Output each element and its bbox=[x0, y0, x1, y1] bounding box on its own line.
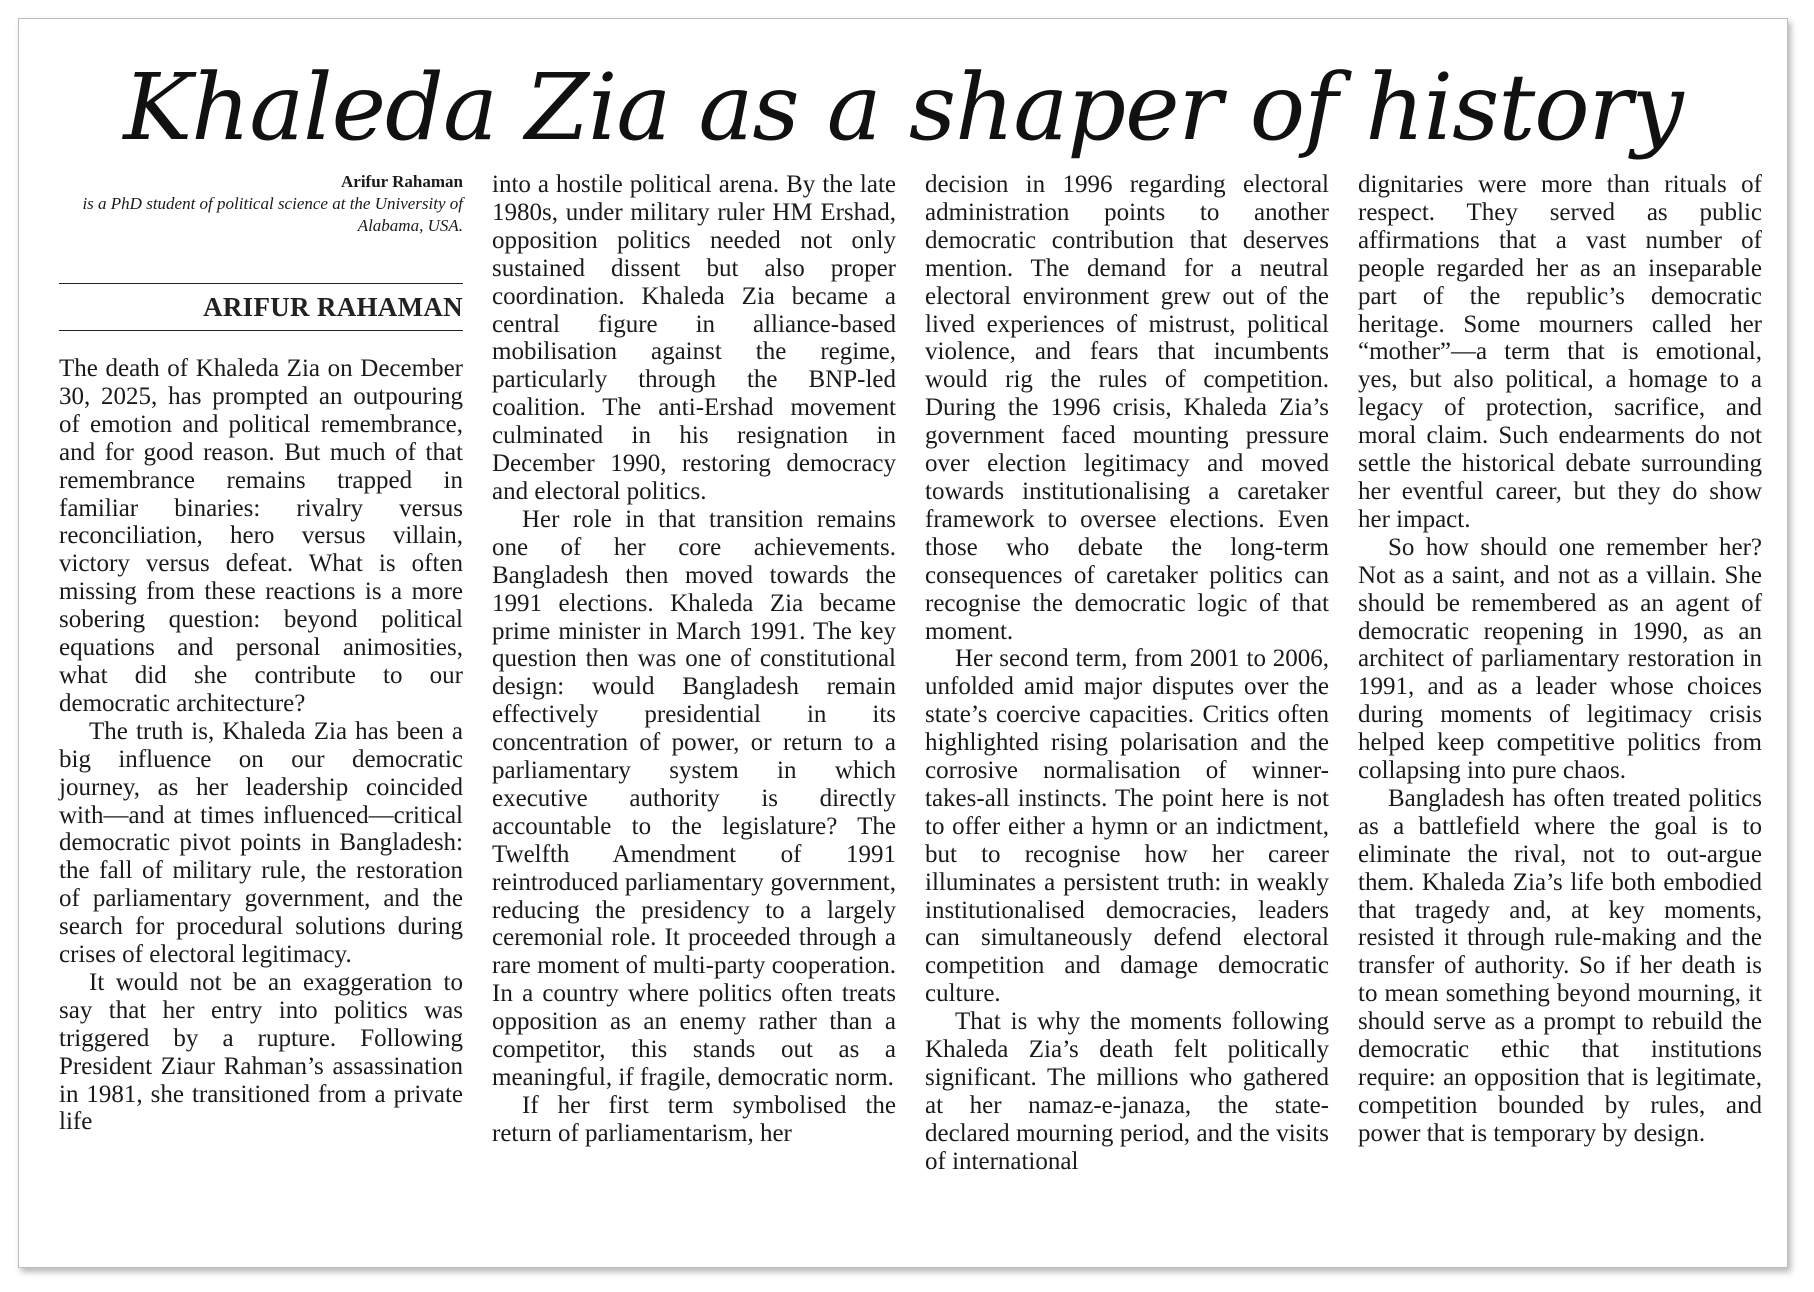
article-column-1 bbox=[59, 171, 463, 1136]
paragraph: Her role in that transition remains one of her core achievements. Bangladesh then moved towards the 1991 elections. Khaleda Zia became prime minister in March 1991. The key question then was one of constitutional design: would Bangladesh remain effectively presidential in its concentration of power, or return to a parliamentary system in which executive authority is directly accountable to the legislature? The Twelfth Amendment of 1991 reintroduced parliamentary government, reducing the presidency to a largely ceremonial role. It proceeded through a rare moment of multi-party cooperation. In a country where politics often treats opposition as an enemy rather than a competitor, this stands out as a meaningful, if fragile, democratic norm. bbox=[492, 505, 896, 1091]
paragraph: Her second term, from 2001 to 2006, unfolded amid major disputes over the state’s coercive capacities. Critics often highlighted rising polarisation and the corrosive normalisation of winner-takes-all instincts. The point here is not to offer either a hymn or an indictment, but to recognise how her career illuminates a persistent truth: in weakly institutionalised democracies, leaders can simultaneously defend electoral competition and damage democratic culture. bbox=[925, 645, 1329, 1008]
paragraph: decision in 1996 regarding electoral administration points to another democratic contribution that deserves mention. The demand for a neutral electoral environment grew out of the lived experiences of mistrust, political violence, and fears that incumbents would rig the rules of competition. During the 1996 crisis, Khaleda Zia’s government faced mounting pressure over election legitimacy and moved towards institutionalising a caretaker framework to oversee elections. Even those who debate the long-term consequences of caretaker politics can recognise the democratic logic of that moment. bbox=[925, 171, 1329, 645]
newspaper-clipping bbox=[18, 18, 1788, 1268]
paragraph: It would not be an exaggeration to say that her entry into politics was triggered by a rupture. Following President Ziaur Rahman’s assassination in 1981, she transitioned from a private life bbox=[59, 968, 463, 1136]
byline: ARIFUR RAHAMAN bbox=[203, 292, 463, 322]
article-column-2 bbox=[492, 171, 896, 1148]
article-column-4 bbox=[1358, 171, 1762, 1148]
paragraph: The truth is, Khaleda Zia has been a big influence on our democratic journey, as her leadership coincided with—and at times influenced—critical democratic pivot points in Bangladesh: the fall of military rule, the restoration of parliamentary government, and the search for procedural solutions during crises of electoral legitimacy. bbox=[59, 717, 463, 969]
paragraph: So how should one remember her? Not as a saint, and not as a villain. She should be remembered as an agent of democratic reopening in 1990, as an architect of parliamentary restoration in 1991, and as a leader whose choices during moments of legitimacy crisis helped keep competitive politics from collapsing into pure chaos. bbox=[1358, 533, 1762, 785]
paragraph: dignitaries were more than rituals of respect. They served as public affirmations that a vast number of people regarded her as an inseparable part of the republic’s democratic heritage. Some mourners called her “mother”—a term that is emotional, yes, but also political, a homage to a legacy of protection, sacrifice, and moral claim. Such endearments do not settle the historical debate surrounding her eventful career, but they do show her impact. bbox=[1358, 171, 1762, 533]
author-note-bio: is a PhD student of political science at the University of Alabama, USA. bbox=[82, 194, 463, 235]
author-note-name: Arifur Rahaman bbox=[341, 172, 463, 191]
paragraph: The death of Khaleda Zia on December 30, 2025, has prompted an outpouring of emotion and political remembrance, and for good reason. But much of that remembrance remains trapped in familiar binaries: rivalry versus reconciliation, hero versus villain, victory versus defeat. What is often missing from these reactions is a more sobering question: beyond political equations and personal animosities, what did she contribute to our democratic architecture? bbox=[59, 355, 463, 717]
headline: Khaleda Zia as a shaper of history bbox=[123, 54, 1683, 161]
paragraph: That is why the moments following Khaleda Zia’s death felt politically significant. The millions who gathered at her namaz-e-janaza, the state-declared mourning period, and the visits of international bbox=[925, 1008, 1329, 1175]
byline-rule-bottom bbox=[59, 330, 463, 331]
paragraph: into a hostile political arena. By the late 1980s, under military ruler HM Ershad, opposition politics needed not only sustained dissent but also proper coordination. Khaleda Zia became a central figure in alliance-based mobilisation against the regime, particularly through the BNP-led coalition. The anti-Ershad movement culminated in his resignation in December 1990, restoring democracy and electoral politics. bbox=[492, 171, 896, 505]
paragraph: If her first term symbolised the return of parliamentarism, her bbox=[492, 1091, 896, 1147]
author-note bbox=[59, 171, 463, 237]
article-column-3 bbox=[925, 171, 1329, 1176]
paragraph: Bangladesh has often treated politics as a battlefield where the goal is to eliminate the rival, not to out-argue them. Khaleda Zia’s life both embodied that tragedy and, at key moments, resisted it through rule-making and the transfer of authority. So if her death is to mean something beyond mourning, it should serve as a prompt to rebuild the democratic ethic that institutions require: an opposition that is legitimate, competition bounded by rules, and power that is temporary by design. bbox=[1358, 784, 1762, 1147]
